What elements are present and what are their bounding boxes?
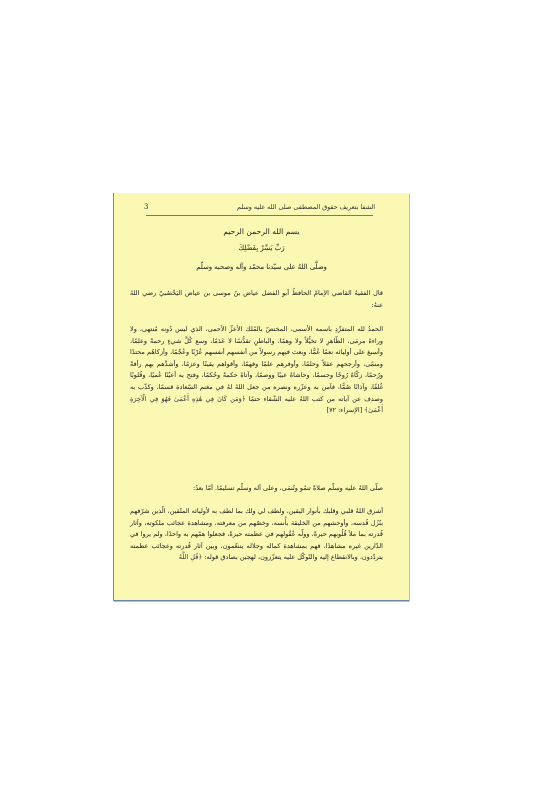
salutation-line: صلّى اللهُ عليه وسلّم صلاةً تنمُو وتُنمَى، وعلى آله وسلّم تسليمًا. أمّا بعدُ: <box>193 484 383 492</box>
header-title: الشفا بتعريف حقوق المصطفى صلى الله عليه وسلم <box>237 203 375 211</box>
opening-paragraph-text: الحمدُ لله المتفرِّدِ باسمه الأسمى، المختصّ بالمُلك الأعزِّ الأحمى، الذي ليس دُونه مُنتهى، ولا وراءهُ مرمَى، الظّاهرِ لا تخيُّلاً ولا وهمًا، والباطنِ تقدُّسًا لا عَدَمًا، وسع كُلَّ شيءٍ رحمةً وعلمًا، وأسبغ على أوليائه نعمًا عُمًّا، وبعث فيهم رسولاً من أنفسهم أنفسهم عُرْبًا وعُجْمًا، وأزكاهُم محتدًا ومنمًى، وأرجحهم عقلاً وحلمًا، وأوفرهم علمًا وفهمًا، وأقواهم يقينًا وعزمًا، وأشدَّهم بهم رأفةً ورُحمًا، زكّاهُ رُوحًا وجسمًا، وحاشاهُ عيبًا ووصمًا، وآتاهُ حكمةً وحُكمًا، وفتح به أعيُنًا عُميًا، وقُلوبًا غُلفًا، وآذانًا صُمًّا، فآمن به وعزّره ونصره من جعل اللهُ لهُ في مغنم السّعادة قسمًا، وكذّب به وصدف عن آياته من كتب اللهُ عليه الشّقاء حتمًا <box>130 325 383 403</box>
quran-verse-1-reference: [الإسراء: ٧٢] <box>326 406 363 415</box>
second-paragraph <box>130 506 383 564</box>
quran-verse-1: ﴿وَمَن كَانَ فِي هَٰذِهِ أَعْمَىٰ فَهُوَ فِي الْآخِرَةِ أَعْمَىٰ﴾ <box>130 394 383 415</box>
opening-paragraph <box>130 324 383 417</box>
intro-line: قال الفقيهُ القاضي الإمامُ الحافظُ أبو الفضل عياض بنُ موسى بن عياض اليَحْصُبيّ رضي اللهُ عنهُ: <box>130 289 383 309</box>
page-number: 3 <box>144 203 149 211</box>
blessing-line: وصلَّى اللهُ على سيّدنا محمّد وآله وصحبه وسلّم <box>196 263 327 271</box>
running-header <box>144 203 375 215</box>
book-page <box>113 193 409 601</box>
header-divider <box>146 215 373 216</box>
invocation: رَبِّ يَسِّرْ بِفَضْلِكَ <box>238 244 285 252</box>
basmala: بسم الله الرحمن الرحيم <box>223 227 300 236</box>
quran-verse-2: ﴿قُلِ اللَّهُ <box>178 553 203 562</box>
second-paragraph-text: أشرق اللهُ قلبي وقلبك بأنوار اليقين، ولطف لي ولك بما لطف به لأوليائه المتّقين، الّذين شرّفهم بنُزُل قُدسه، وأوحشهم من الخليقة بأُنسه، وخصّهم من معرفته، ومشاهدة عجائب ملكوته، وآثار قُدرته بما ملأ قُلُوبهم حيرةً، وولّه عُقُولهم في عظمته حيرةً، فجعلوا همّهم به واحدًا، ولم يروا في الدّارين غيره مشاهدًا، فهم بمشاهدة كماله وجلاله يتنعّمون، وبين آثار قُدرته وعجائب عظمته يتردّدون، وبالانقطاع إليه والتّوكّل عليه يتعزّزون، لهجين بصادق قوله: <box>130 507 383 562</box>
